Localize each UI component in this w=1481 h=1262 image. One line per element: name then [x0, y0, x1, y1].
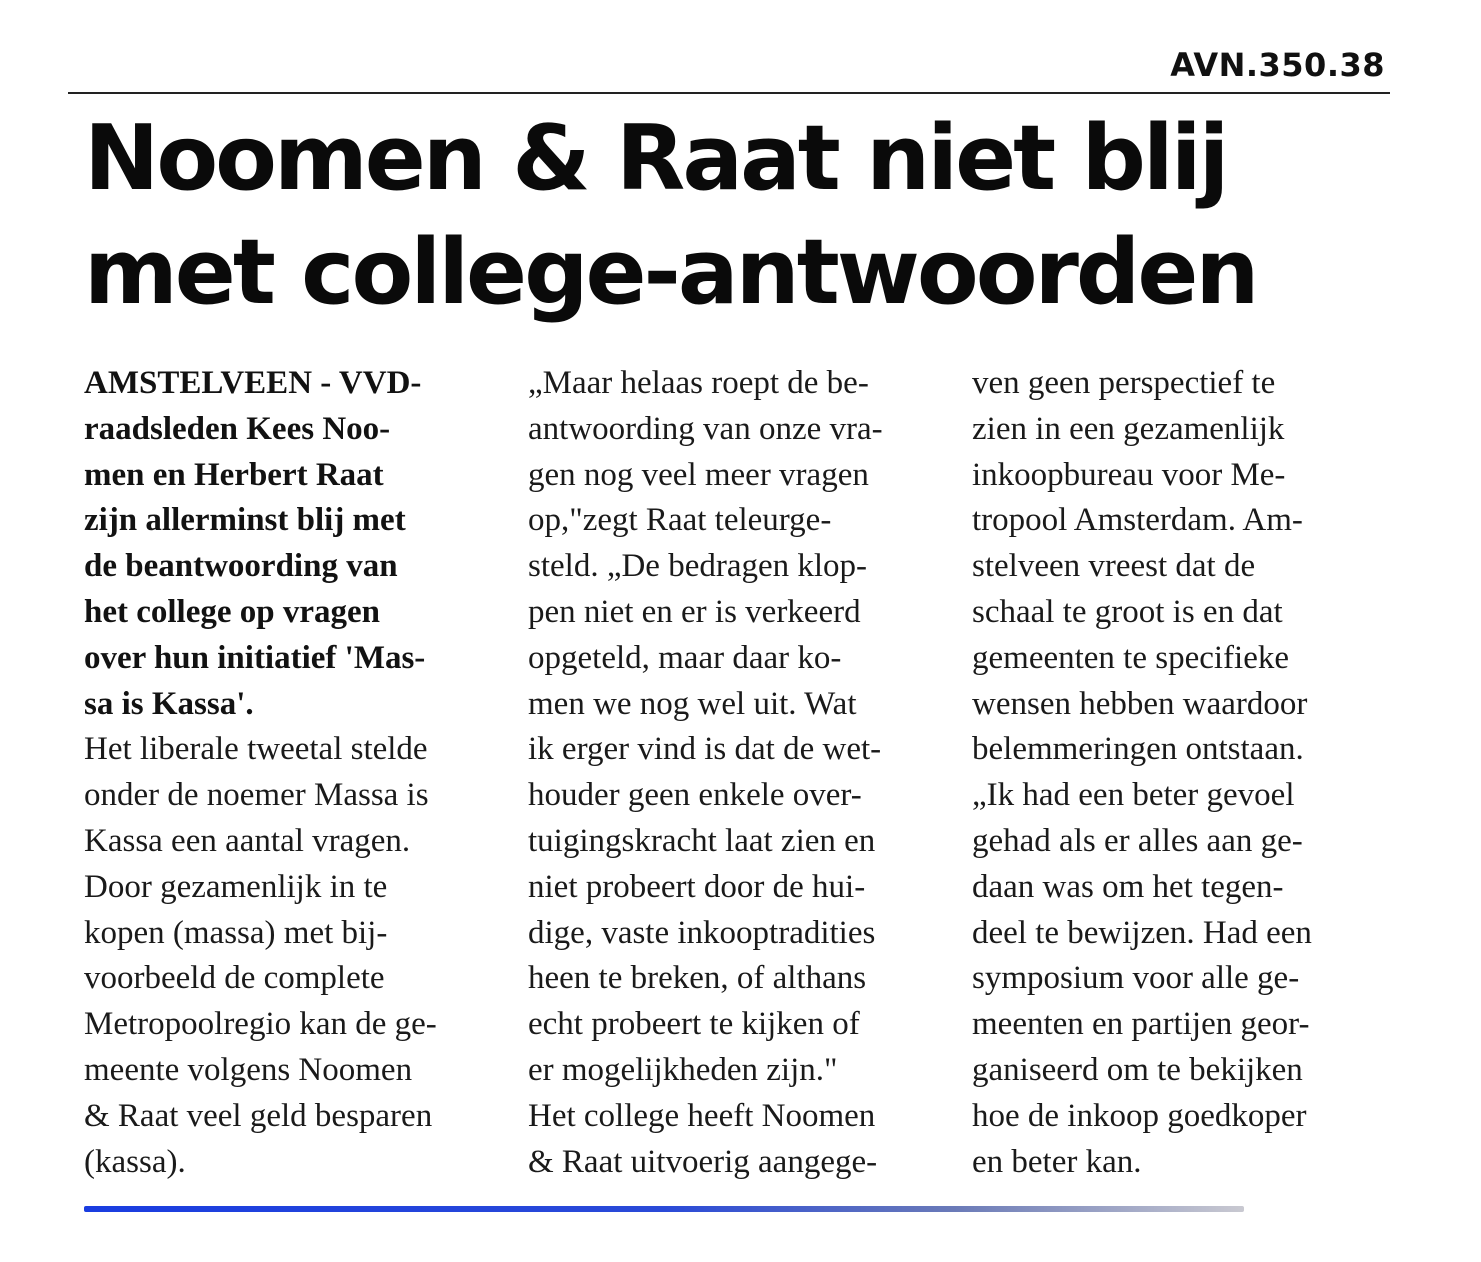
- body-line: tuigingskracht laat zien en: [528, 822, 876, 859]
- body-line: voorbeeld de complete: [84, 960, 385, 997]
- top-divider-rule: [68, 92, 1390, 94]
- body-line: dige, vaste inkooptradities: [528, 914, 876, 951]
- lead-line: zijn allerminst blij met: [84, 502, 406, 539]
- body-line: & Raat veel geld besparen: [84, 1097, 433, 1134]
- headline-line-1: Noomen & Raat niet blij: [84, 106, 1227, 211]
- body-line: hoe de inkoop goedkoper: [972, 1097, 1307, 1134]
- body-line: tropool Amsterdam. Am-: [972, 502, 1303, 539]
- article-column-2: [528, 361, 948, 1185]
- lead-line: men en Herbert Raat: [84, 456, 384, 493]
- body-line: gemeenten te specifieke: [972, 639, 1289, 676]
- body-line: er mogelijkheden zijn.": [528, 1051, 838, 1088]
- body-line: echt probeert te kijken of: [528, 1006, 860, 1043]
- lead-line: sa is Kassa'.: [84, 685, 254, 722]
- lead-line: raadsleden Kees Noo-: [84, 410, 391, 447]
- bottom-accent-rule: [84, 1206, 1244, 1212]
- article-reference-code: AVN.350.38: [1170, 46, 1385, 84]
- body-line: & Raat uitvoerig aangege-: [528, 1143, 878, 1180]
- headline: [84, 102, 1404, 330]
- body-line: op,"zegt Raat teleurge-: [528, 502, 832, 539]
- headline-line-2: met college-antwoorden: [84, 220, 1257, 325]
- body-line: schaal te groot is en dat: [972, 593, 1283, 630]
- body-line: daan was om het tegen-: [972, 868, 1284, 905]
- body-line: Het college heeft Noomen: [528, 1097, 876, 1134]
- body-line: Kassa een aantal vragen.: [84, 822, 411, 859]
- body-line: onder de noemer Massa is: [84, 777, 429, 814]
- lead-line: het college op vragen: [84, 593, 381, 630]
- body-line: symposium voor alle ge-: [972, 960, 1300, 997]
- body-line: (kassa).: [84, 1143, 186, 1180]
- body-line: niet probeert door de hui-: [528, 868, 866, 905]
- body-line: Metropoolregio kan de ge-: [84, 1006, 437, 1043]
- article-column-1: [84, 361, 504, 1185]
- body-line: ven geen perspectief te: [972, 365, 1276, 401]
- body-line: gen nog veel meer vragen: [528, 456, 869, 493]
- body-line: ganiseerd om te bekijken: [972, 1051, 1303, 1088]
- body-line: „Maar helaas roept de be-: [528, 365, 869, 401]
- body-line: steld. „De bedragen klop-: [528, 548, 868, 585]
- body-line: deel te bewijzen. Had een: [972, 914, 1312, 951]
- body-line: en beter kan.: [972, 1143, 1142, 1180]
- lead-line: over hun initiatief 'Mas-: [84, 639, 426, 676]
- body-line: kopen (massa) met bij-: [84, 914, 388, 951]
- body-line: pen niet en er is verkeerd: [528, 593, 861, 630]
- body-line: ik erger vind is dat de wet-: [528, 731, 882, 768]
- body-line: heen te breken, of althans: [528, 960, 867, 997]
- lead-line: de beantwoording van: [84, 548, 398, 585]
- body-line: opgeteld, maar daar ko-: [528, 639, 842, 676]
- article-column-3: [972, 361, 1392, 1185]
- body-line: belemmeringen ontstaan.: [972, 731, 1304, 768]
- body-line: houder geen enkele over-: [528, 777, 862, 814]
- lead-line: AMSTELVEEN - VVD-: [84, 365, 422, 401]
- body-line: Het liberale tweetal stelde: [84, 731, 428, 768]
- body-line: men we nog wel uit. Wat: [528, 685, 857, 722]
- body-line: antwoording van onze vra-: [528, 410, 883, 447]
- body-line: Door gezamenlijk in te: [84, 868, 388, 905]
- body-line: meente volgens Noomen: [84, 1051, 413, 1088]
- body-line: gehad als er alles aan ge-: [972, 822, 1303, 859]
- body-line: „Ik had een beter gevoel: [972, 777, 1295, 814]
- body-line: wensen hebben waardoor: [972, 685, 1308, 722]
- body-line: zien in een gezamenlijk: [972, 410, 1285, 447]
- body-line: stelveen vreest dat de: [972, 548, 1256, 585]
- body-line: inkoopbureau voor Me-: [972, 456, 1286, 493]
- body-line: meenten en partijen geor-: [972, 1006, 1310, 1043]
